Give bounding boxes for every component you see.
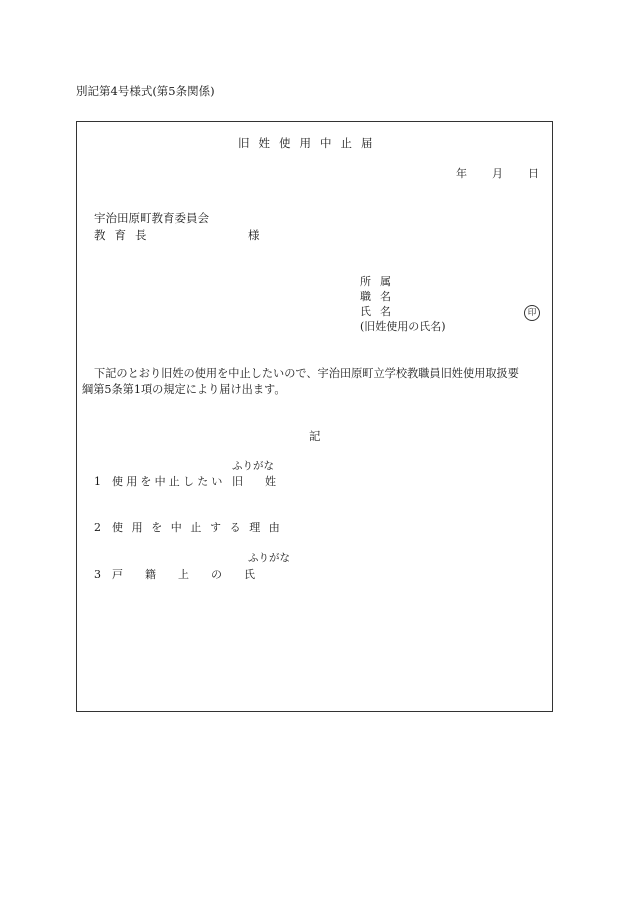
addressee-honorific: 様: [248, 228, 260, 242]
applicant-name-note: (旧姓使用の氏名): [360, 320, 446, 333]
form-border: [76, 121, 553, 712]
item-1-label-2: 旧 姓: [232, 475, 276, 488]
addressee-organization: 宇治田原町教育委員会: [94, 211, 209, 225]
applicant-job-title-label: 職名: [360, 290, 400, 303]
item-3-number: 3: [94, 568, 101, 581]
date-year-label: 年: [456, 167, 467, 180]
item-1-number: 1: [94, 475, 101, 488]
applicant-name-label: 氏名: [360, 305, 400, 318]
date-row: [456, 168, 539, 179]
body-line-1: 下記のとおり旧姓の使用を中止したいので、宇治田原町立学校教職員旧姓使用取扱要: [94, 367, 519, 380]
item-3-label: 戸 籍 上 の 氏: [112, 568, 255, 581]
applicant-affiliation-label: 所属: [360, 275, 400, 288]
addressee-position: 教育長: [94, 228, 156, 242]
date-day-label: 日: [528, 167, 539, 180]
item-3-furigana: ふりがな: [248, 552, 290, 564]
body-paragraph: [82, 366, 550, 398]
item-1-label: 使用を中止したい: [112, 475, 226, 488]
date-month-label: 月: [492, 167, 503, 180]
seal-icon: 印: [524, 305, 540, 321]
ki-heading: 記: [309, 429, 321, 443]
item-2-number: 2: [94, 521, 101, 534]
item-2-label: 使用を中止する理由: [112, 521, 289, 534]
form-number-header: 別記第4号様式(第5条関係): [76, 84, 215, 98]
item-1-furigana: ふりがな: [232, 460, 274, 472]
form-title: 旧姓使用中止届: [238, 136, 382, 150]
body-line-2: 綱第5条第1項の規定により届け出ます。: [82, 383, 286, 396]
